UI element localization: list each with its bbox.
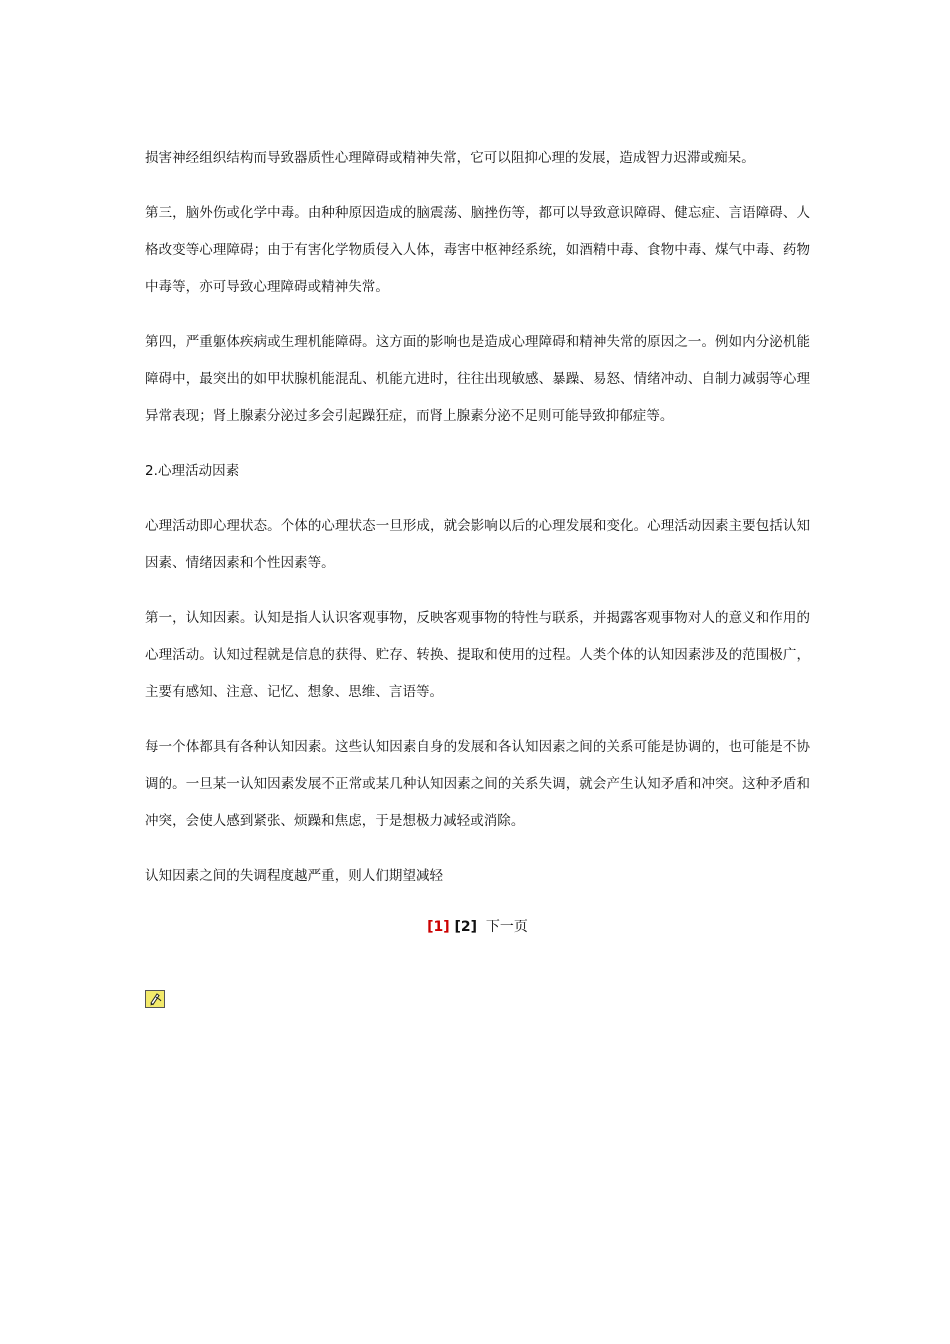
paragraph-2: 第三，脑外伤或化学中毒。由种种原因造成的脑震荡、脑挫伤等，都可以导致意识障碍、健忘症、言语障碍、人格改变等心理障碍；由于有害化学物质侵入人体，毒害中枢神经系统，如酒精中毒、食物中毒、煤气中毒、药物中毒等，亦可导致心理障碍或精神失常。 — [145, 205, 810, 295]
next-page-link[interactable]: 下一页 — [485, 919, 528, 935]
pencil-icon[interactable] — [145, 990, 165, 1008]
section-heading: 2.心理活动因素 — [145, 463, 240, 479]
paragraph-1: 损害神经组织结构而导致器质性心理障碍或精神失常，它可以阻抑心理的发展，造成智力迟滞或痴呆。 — [145, 150, 755, 166]
paragraph-4: 心理活动即心理状态。个体的心理状态一旦形成，就会影响以后的心理发展和变化。心理活动因素主要包括认知因素、情绪因素和个性因素等。 — [145, 518, 810, 571]
document-body — [145, 140, 810, 937]
page-link-2[interactable]: [2] — [454, 919, 478, 935]
paragraph-3: 第四，严重躯体疾病或生理机能障碍。这方面的影响也是造成心理障碍和精神失常的原因之一。例如内分泌机能障碍中，最突出的如甲状腺机能混乱、机能亢进时，往往出现敏感、暴躁、易怒、情绪冲动、自制力减弱等心理异常表现；肾上腺素分泌过多会引起躁狂症，而肾上腺素分泌不足则可能导致抑郁症等。 — [145, 334, 810, 424]
paragraph-5: 第一，认知因素。认知是指人认识客观事物，反映客观事物的特性与联系，并揭露客观事物对人的意义和作用的心理活动。认知过程就是信息的获得、贮存、转换、提取和使用的过程。人类个体的认知因素涉及的范围极广，主要有感知、注意、记忆、想象、思维、言语等。 — [145, 610, 810, 700]
paragraph-7: 认知因素之间的失调程度越严重，则人们期望减轻 — [145, 868, 444, 884]
pagination — [145, 917, 810, 937]
pencil-icon-graphic — [146, 991, 164, 1007]
page-link-1[interactable]: [1] — [427, 919, 450, 935]
paragraph-6: 每一个体都具有各种认知因素。这些认知因素自身的发展和各认知因素之间的关系可能是协调的，也可能是不协调的。一旦某一认知因素发展不正常或某几种认知因素之间的关系失调，就会产生认知矛盾和冲突。这种矛盾和冲突，会使人感到紧张、烦躁和焦虑，于是想极力减轻或消除。 — [145, 739, 810, 829]
